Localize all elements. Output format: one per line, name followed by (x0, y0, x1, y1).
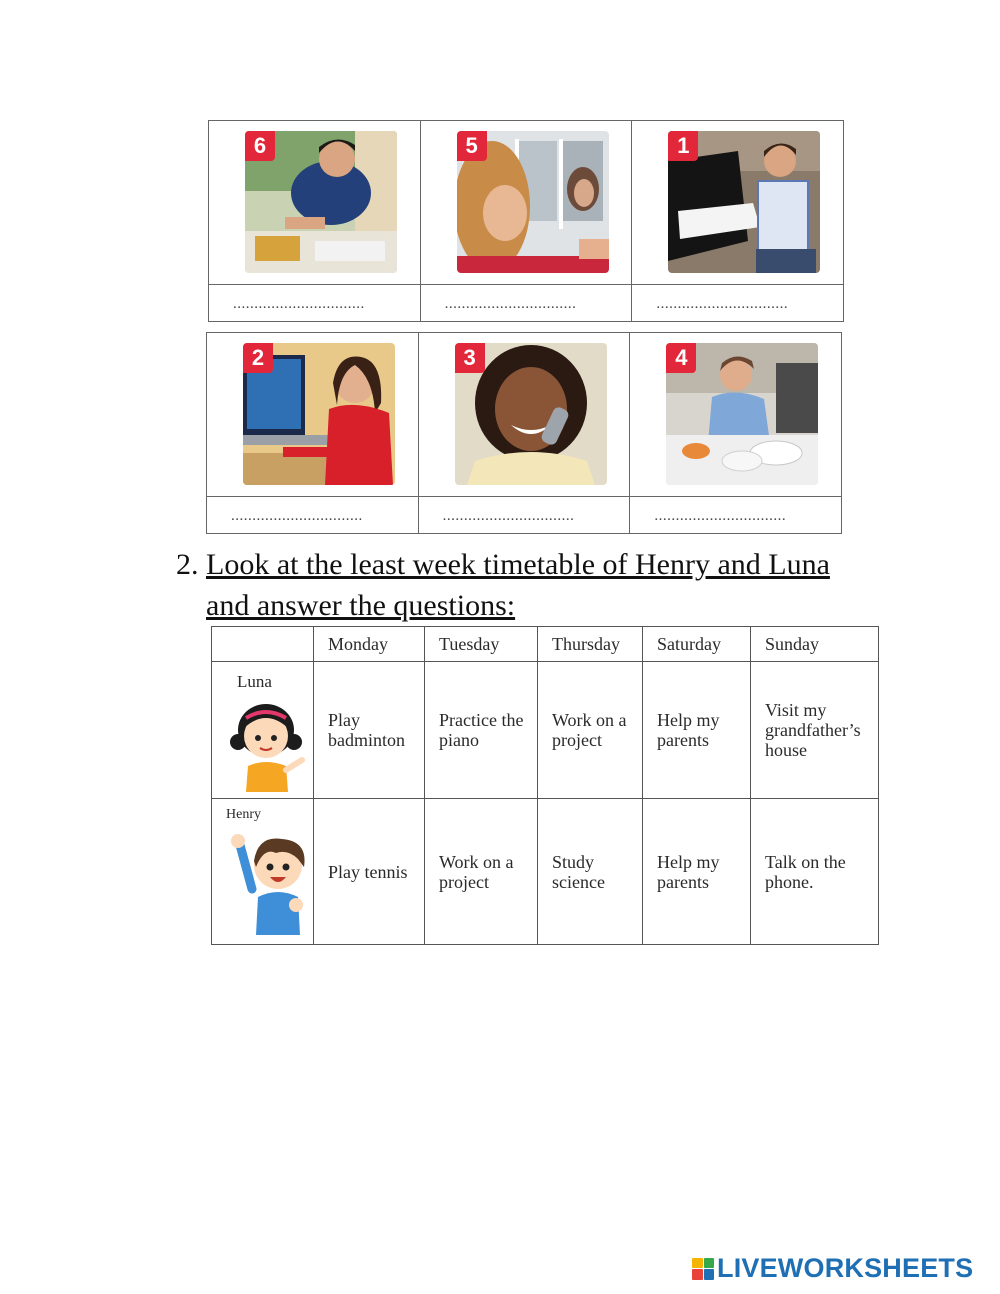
activity-cell: Visit my grandfather’s house (751, 662, 879, 799)
activity-cell: Practice the piano (425, 662, 538, 799)
photo-boy-playing-piano (668, 131, 820, 273)
picture-row (209, 121, 843, 285)
day-header: Thursday (538, 627, 643, 662)
answer-field-1[interactable] (654, 291, 827, 317)
activity-cell: Study science (538, 799, 643, 945)
picture-number: 4 (666, 343, 696, 373)
day-header: Tuesday (425, 627, 538, 662)
answer-row (207, 497, 841, 534)
person-name: Luna (237, 672, 272, 691)
liveworksheets-logo (692, 1253, 973, 1284)
day-header: Monday (314, 627, 425, 662)
activity-cell: Play badminton (314, 662, 425, 799)
exercise-instruction: Look at the least week timetable of Henry and Luna and answer the questions: (206, 548, 830, 622)
photo-girl-talking-on-phone (455, 343, 607, 485)
answer-cell (632, 285, 843, 322)
person-name: Henry (226, 807, 261, 822)
picture-cell-5 (421, 121, 633, 284)
picture-row (207, 333, 841, 497)
activity-cell: Talk on the phone. (751, 799, 879, 945)
answer-row (209, 285, 843, 322)
activity-cell: Play tennis (314, 799, 425, 945)
picture-cell-2 (207, 333, 419, 496)
photo-girl-using-computer (243, 343, 395, 485)
timetable-header-row (212, 627, 879, 662)
answer-cell (419, 497, 631, 534)
picture-number: 1 (668, 131, 698, 161)
activity-cell: Work on a project (425, 799, 538, 945)
person-cell (212, 662, 314, 799)
picture-cell-3 (419, 333, 631, 496)
answer-cell (421, 285, 633, 322)
answer-field-6[interactable] (231, 291, 404, 317)
timetable (211, 626, 879, 945)
day-header: Saturday (643, 627, 751, 662)
picture-cell-4 (630, 333, 841, 496)
picture-number: 5 (457, 131, 487, 161)
picture-cell-1 (632, 121, 843, 284)
exercise-number: 2. (176, 548, 199, 581)
photo-boy-doing-homework (245, 131, 397, 273)
activity-cell: Work on a project (538, 662, 643, 799)
answer-cell (630, 497, 841, 534)
henry-avatar (228, 831, 312, 935)
picture-grid-row-1 (208, 120, 844, 322)
timetable-row-luna (212, 662, 879, 799)
answer-field-4[interactable] (652, 503, 825, 529)
answer-cell (209, 285, 421, 322)
picture-number: 3 (455, 343, 485, 373)
activity-cell: Help my parents (643, 662, 751, 799)
logo-icon (692, 1258, 714, 1280)
timetable-row-henry (212, 799, 879, 945)
picture-cell-6 (209, 121, 421, 284)
picture-grid-row-2 (206, 332, 842, 534)
answer-field-3[interactable] (441, 503, 614, 529)
answer-field-5[interactable] (443, 291, 616, 317)
answer-cell (207, 497, 419, 534)
photo-girl-looking-out-window (457, 131, 609, 273)
answer-field-2[interactable] (229, 503, 402, 529)
photo-boy-washing-dishes (666, 343, 818, 485)
picture-number: 6 (245, 131, 275, 161)
luna-avatar (226, 700, 310, 792)
logo-text: LIVEWORKSHEETS (717, 1253, 974, 1283)
activity-cell: Help my parents (643, 799, 751, 945)
day-header: Sunday (751, 627, 879, 662)
picture-number: 2 (243, 343, 273, 373)
corner-cell (212, 627, 314, 662)
person-cell (212, 799, 314, 945)
